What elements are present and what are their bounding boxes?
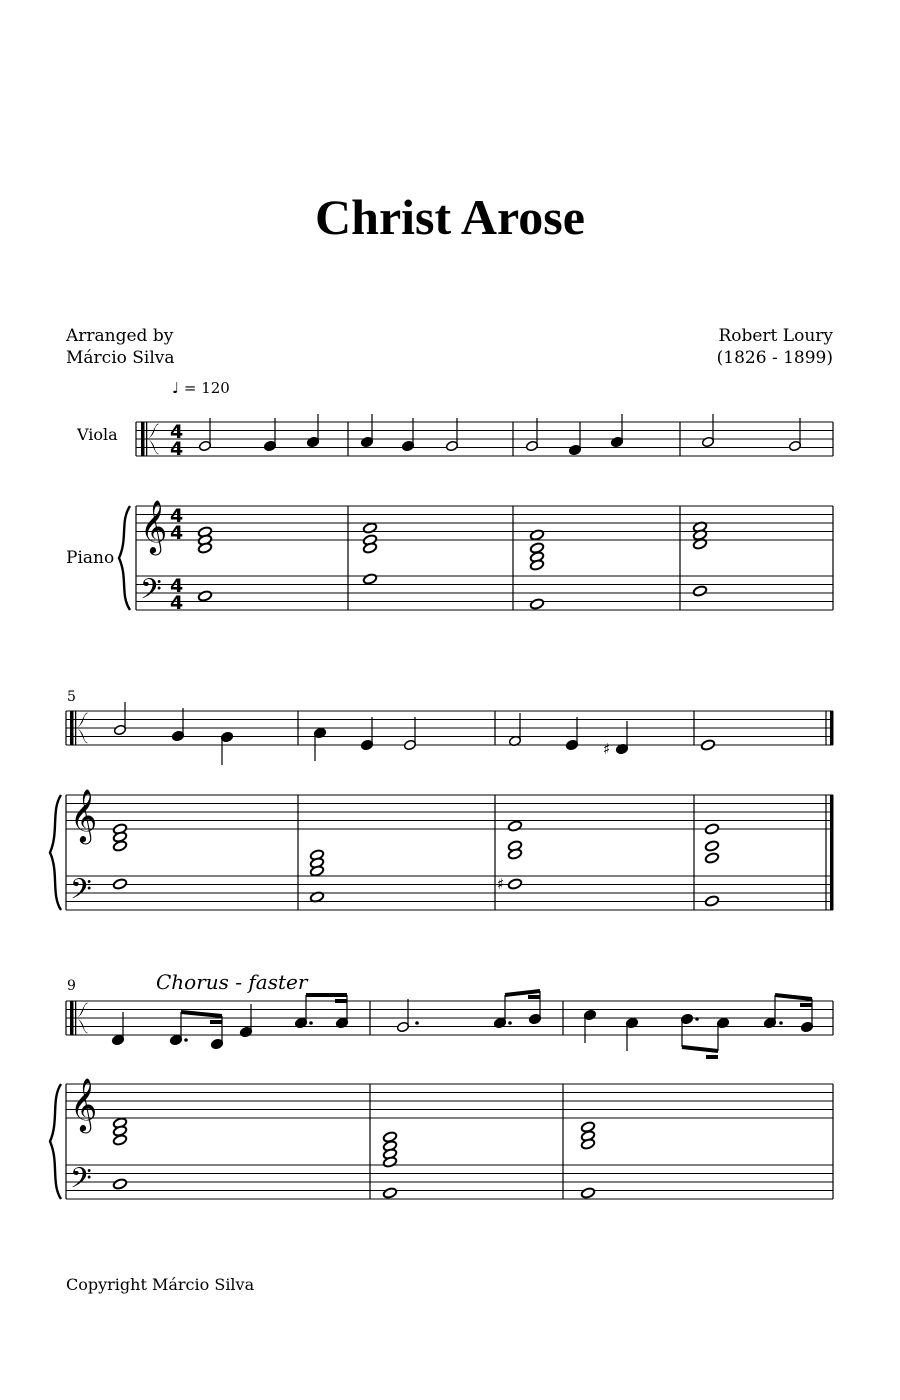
beam: [682, 1047, 718, 1051]
arranger-label: Arranged by: [66, 326, 174, 346]
note-head: [508, 878, 523, 890]
final-barline: [830, 711, 834, 745]
chorus-marking: Chorus - faster: [156, 970, 308, 994]
alto-clef-icon: [77, 728, 88, 743]
note-head: [705, 852, 720, 864]
brace-icon: [50, 795, 61, 910]
bass-clef-icon: 𝄢: [140, 573, 162, 613]
time-signature-numerator: 4: [170, 575, 184, 597]
copyright-notice: Copyright Márcio Silva: [66, 1275, 255, 1294]
time-signatures: [170, 421, 183, 614]
treble-clef-icon: 𝄞: [140, 499, 168, 553]
note-head: [693, 585, 708, 597]
note-head: [530, 598, 545, 610]
note-head: [198, 590, 213, 602]
measure-number: 9: [67, 978, 76, 994]
note-head: [363, 573, 378, 585]
final-barline: [830, 795, 834, 910]
augmentation-dot: [779, 1021, 783, 1025]
note-head: [508, 820, 523, 832]
sharp-icon: ♯: [497, 875, 505, 893]
alto-clef-icon: [75, 1001, 76, 1035]
time-signature-numerator: 4: [170, 421, 184, 443]
alto-clef-icon: [77, 713, 88, 728]
composer-name: Robert Loury: [718, 326, 833, 346]
beam: [775, 995, 812, 999]
instrument-label-viola: Viola: [77, 425, 118, 444]
quarter-note-icon: ♩: [172, 379, 180, 397]
note-head: [113, 840, 128, 852]
augmentation-dot: [184, 1038, 188, 1042]
note-head: [113, 1178, 128, 1190]
measure-number: 5: [67, 689, 76, 705]
alto-clef-icon: [141, 422, 145, 456]
note-head: [530, 529, 545, 541]
note-head: [705, 895, 720, 907]
arranger-name: Márcio Silva: [66, 348, 175, 368]
treble-clef-icon: 𝄞: [70, 788, 98, 842]
page-title: Christ Arose: [315, 189, 585, 245]
brace-icon: [50, 1084, 61, 1199]
augmentation-dot: [415, 1021, 419, 1025]
alto-clef-icon: [70, 711, 74, 745]
sharp-icon: ♯: [603, 740, 611, 758]
alto-clef-icon: [146, 422, 147, 456]
treble-clef-icon: 𝄞: [70, 1077, 98, 1131]
alto-clef-icon: [75, 711, 76, 745]
bass-clef-icon: 𝄢: [70, 1162, 92, 1202]
note-head: [705, 840, 720, 852]
note-head: [705, 823, 720, 835]
note-head: [701, 739, 716, 751]
alto-clef-icon: [148, 439, 159, 454]
time-signature-denominator: 4: [170, 592, 184, 614]
brace-icon: [119, 506, 130, 610]
time-signature-numerator: 4: [170, 505, 184, 527]
note-head: [113, 1134, 128, 1146]
bass-clef-icon: 𝄢: [70, 873, 92, 913]
composer-dates: (1826 - 1899): [716, 348, 833, 368]
augmentation-dot: [508, 1021, 512, 1025]
note-head: [581, 1187, 596, 1199]
augmentation-dot: [309, 1021, 313, 1025]
time-signature-denominator: 4: [170, 522, 184, 544]
alto-clef-icon: [148, 424, 159, 439]
beam: [505, 991, 540, 995]
alto-clef-icon: [70, 1001, 74, 1035]
note-head: [383, 1187, 398, 1199]
time-signature-denominator: 4: [170, 438, 184, 460]
note-head: [113, 878, 128, 890]
alto-clef-icon: [77, 1018, 88, 1033]
augmentation-dot: [695, 1017, 699, 1021]
beam: [181, 1012, 222, 1016]
staff-lines: [50, 422, 834, 1199]
note-head: [363, 522, 378, 534]
alto-clef-icon: [77, 1003, 88, 1018]
tempo-value: = 120: [183, 379, 230, 397]
instrument-label-piano: Piano: [66, 548, 115, 568]
